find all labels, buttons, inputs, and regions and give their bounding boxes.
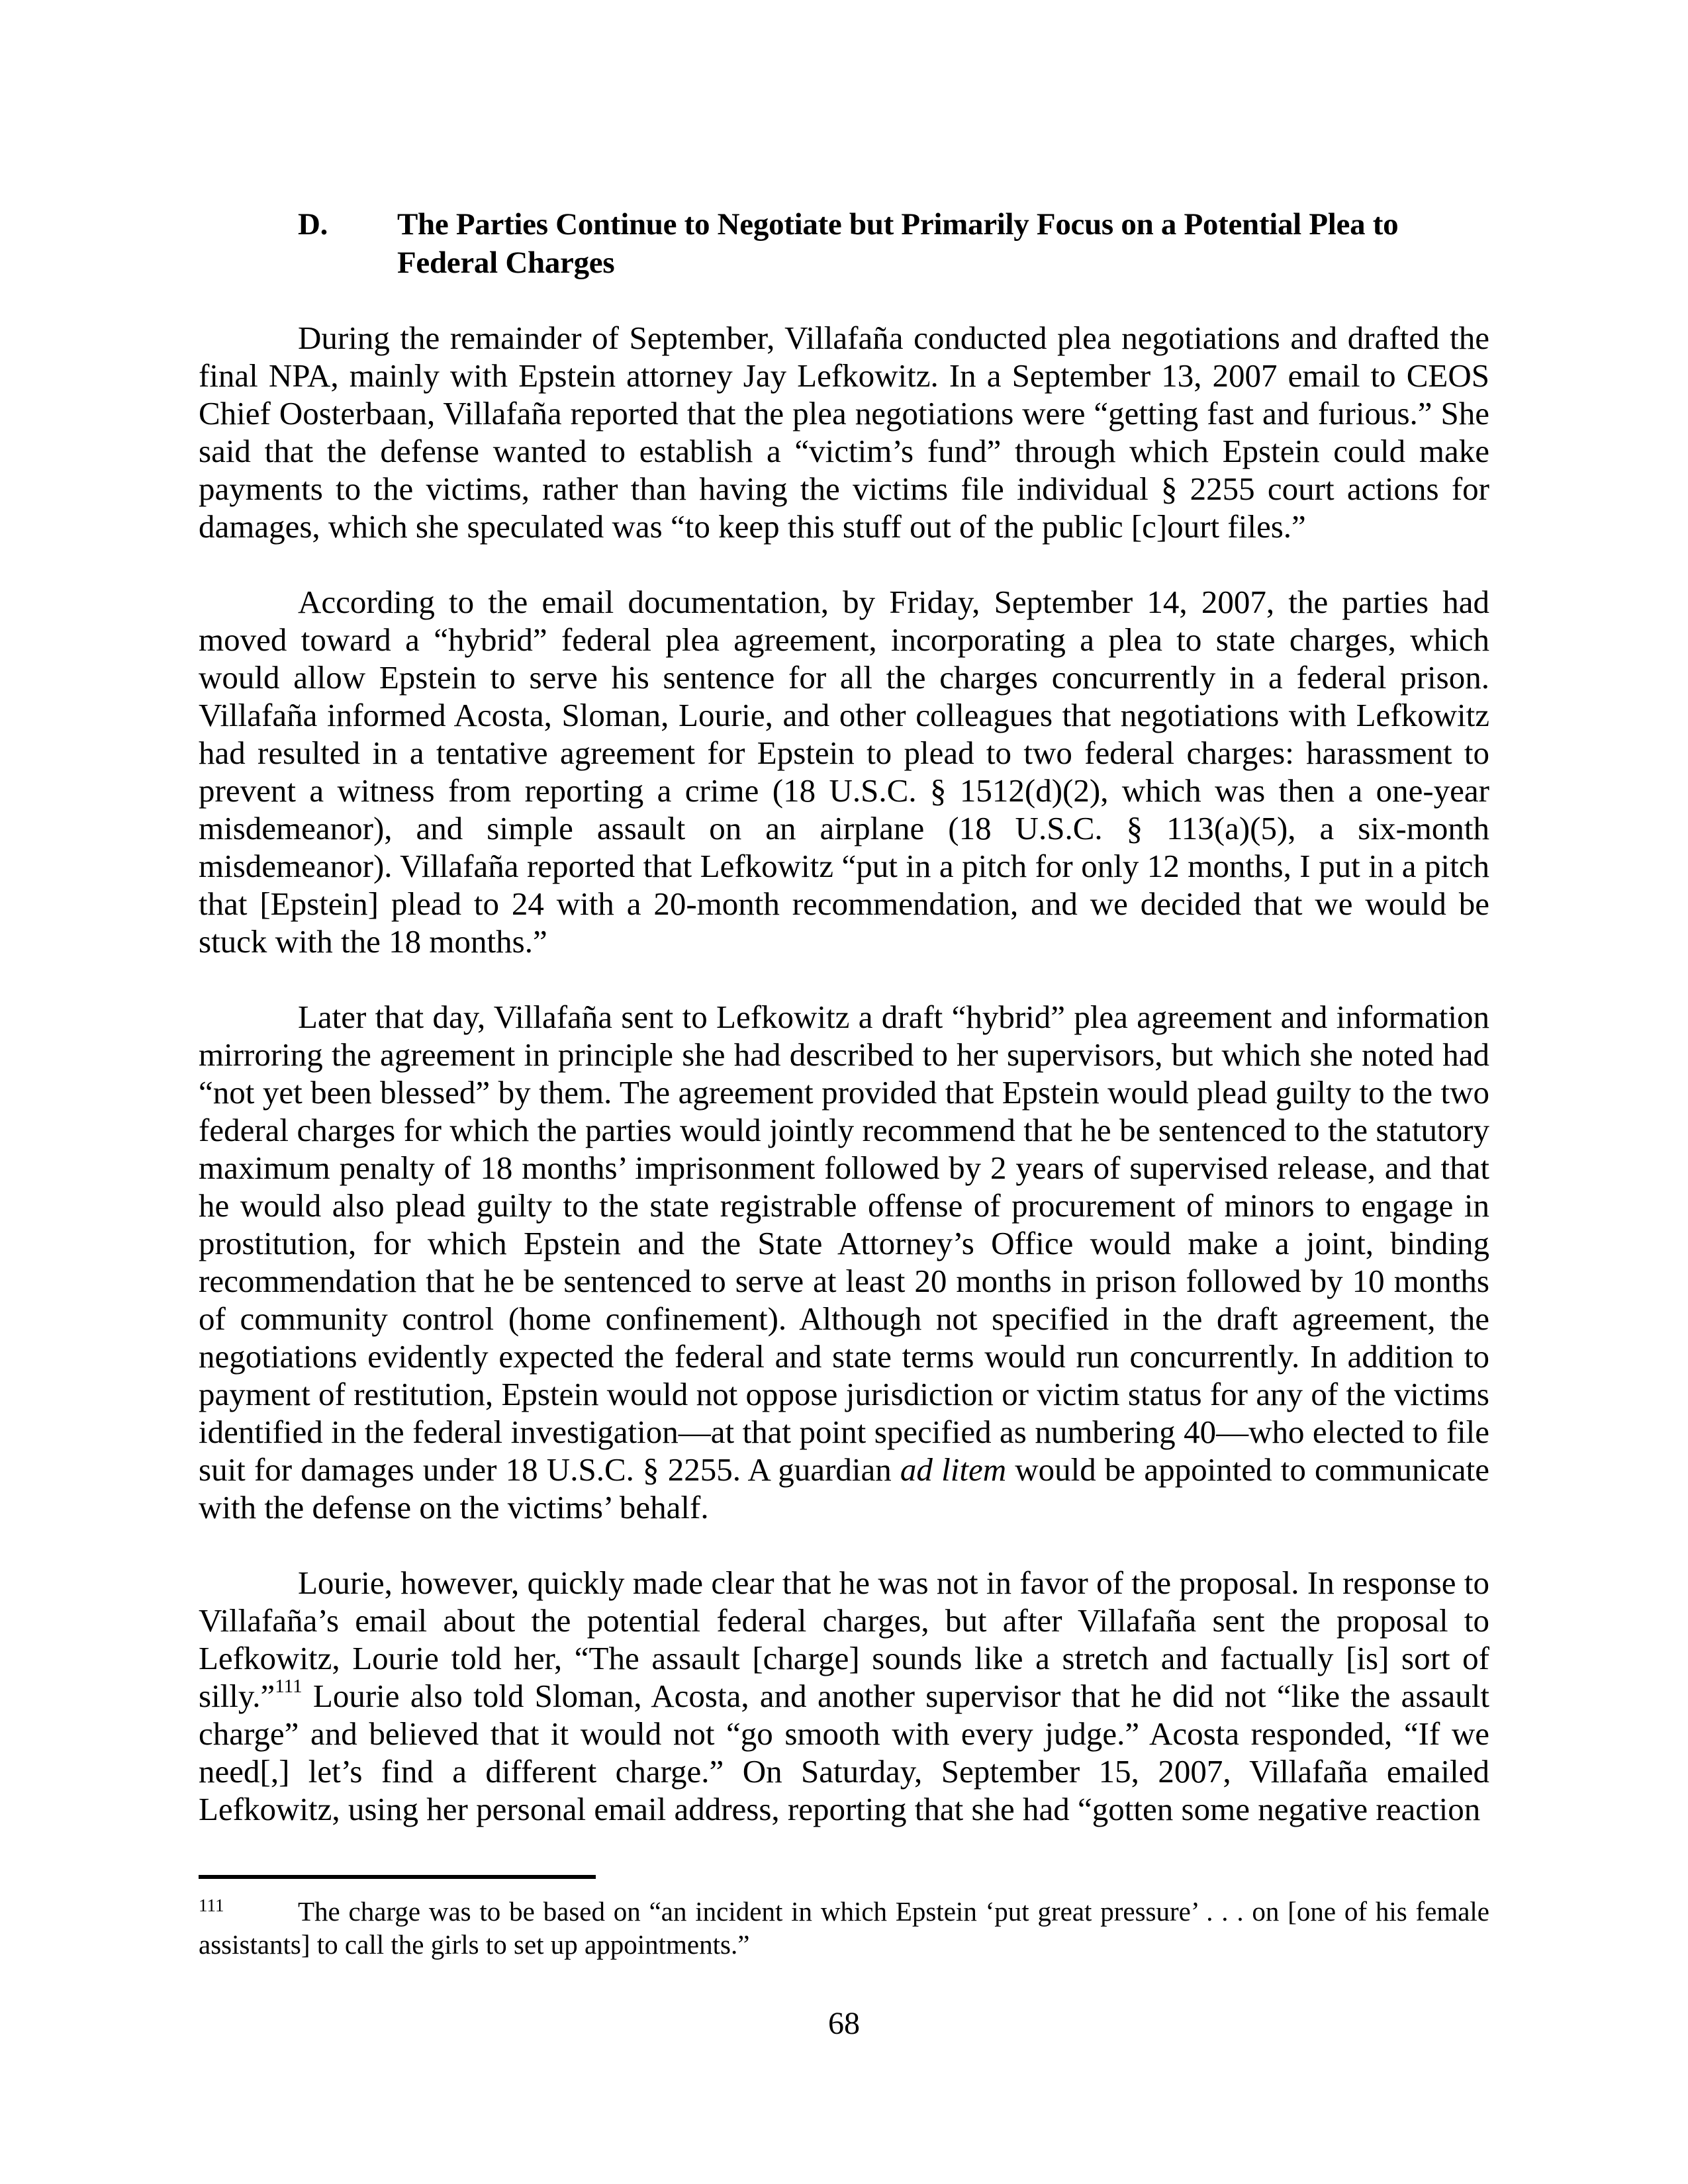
latin-phrase-ad-litem: ad litem <box>900 1451 1007 1488</box>
paragraph-4-text-continued: Lourie also told Sloman, Acosta, and another supervisor that he did not “like the assault charge” and believed that it would not “go smooth with every judge.” Acosta responded, “If we need[,] let’s find a different charge.” On Saturday, September 15, 2007, Villafaña emailed Lefkowitz, using her personal email address, reporting that she had “gotten some negative reaction <box>199 1678 1489 1827</box>
paragraph-3-text: Later that day, Villafaña sent to Lefkowitz a draft “hybrid” plea agreement and information mirroring the agreement in principle she had described to her supervisors, but which she noted had “not yet been blessed” by them. The agreement provided that Epstein would plead guilty to the two federal charges for which the parties would jointly recommend that he be sentenced to the statutory maximum penalty of 18 months’ imprisonment followed by 2 years of supervised release, and that he would also plead guilty to the state registrable offense of procurement of minors to engage in prostitution, for which Epstein and the State Attorney’s Office would make a joint, binding recommendation that he be sentenced to serve at least 20 months in prison followed by 10 months of community control (home confinement). Although not specified in the draft agreement, the negotiations evidently expected the federal and state terms would run concurrently. In addition to payment of restitution, Epstein would not oppose jurisdiction or victim status for any of the victims identified in the federal investigation—at that point specified as numbering 40—who elected to file suit for damages under 18 U.S.C. § 2255. A guardian <box>199 999 1489 1488</box>
footnote-reference-111: 111 <box>275 1676 303 1697</box>
section-heading <box>298 205 1489 282</box>
footnote-111: $^{111}$ The charge was to be based on “an incident in which Epstein ‘put great pressure’ . . . on [one of his female assistants] to call the girls to set up appointments.” <box>199 1895 1489 1960</box>
paragraph-4 <box>199 1564 1489 1828</box>
footnote-separator-rule <box>199 1875 596 1879</box>
paragraph-3-text-continued: would be appointed to communicate with the defense on the victims’ behalf. <box>199 1451 1489 1525</box>
section-title: The Parties Continue to Negotiate but Primarily Focus on a Potential Plea to Federal Charges <box>397 207 1399 280</box>
paragraph-3 <box>199 998 1489 1526</box>
section-letter: D. <box>298 207 328 242</box>
footnote-area <box>199 1875 1489 1961</box>
footnote-text: The charge was to be based on “an incident in which Epstein ‘put great pressure’ . . . on [one of his female assistants] to call the girls to set up appointments.” <box>199 1896 1489 1960</box>
paragraph-1: During the remainder of September, Villafaña conducted plea negotiations and drafted the final NPA, mainly with Epstein attorney Jay Lefkowitz. In a September 13, 2007 email to CEOS Chief Oosterbaan, Villafaña reported that the plea negotiations were “getting fast and furious.” She said that the defense wanted to establish a “victim’s fund” through which Epstein could make payments to the victims, rather than having the victims file individual § 2255 court actions for damages, which she speculated was “to keep this stuff out of the public [c]ourt files.” <box>199 320 1489 545</box>
paragraph-2: According to the email documentation, by Friday, September 14, 2007, the parties had moved toward a “hybrid” federal plea agreement, incorporating a plea to state charges, which would allow Epstein to serve his sentence for all the charges concurrently in a federal prison. Villafaña informed Acosta, Sloman, Lourie, and other colleagues that negotiations with Lefkowitz had resulted in a tentative agreement for Epstein to plead to two federal charges: harassment to prevent a witness from reporting a crime (18 U.S.C. § 1512(d)(2), which was then a one-year misdemeanor), and simple assault on an airplane (18 U.S.C. § 113(a)(5), a six-month misdemeanor). Villafaña reported that Lefkowitz “put in a pitch for only 12 months, I put in a pitch that [Epstein] plead to 24 with a 20-month recommendation, and we decided that we would be stuck with the 18 months.” <box>199 584 1489 960</box>
page-body <box>199 205 1489 1828</box>
paragraph-4-text: Lourie, however, quickly made clear that he was not in favor of the proposal. In response to Villafaña’s email about the potential federal charges, but after Villafaña sent the proposal to Lefkowitz, Lourie told her, “The assault [charge] sounds like a stretch and factually [is] sort of silly.” <box>199 1565 1489 1714</box>
page-number: 68 <box>828 2006 860 2041</box>
